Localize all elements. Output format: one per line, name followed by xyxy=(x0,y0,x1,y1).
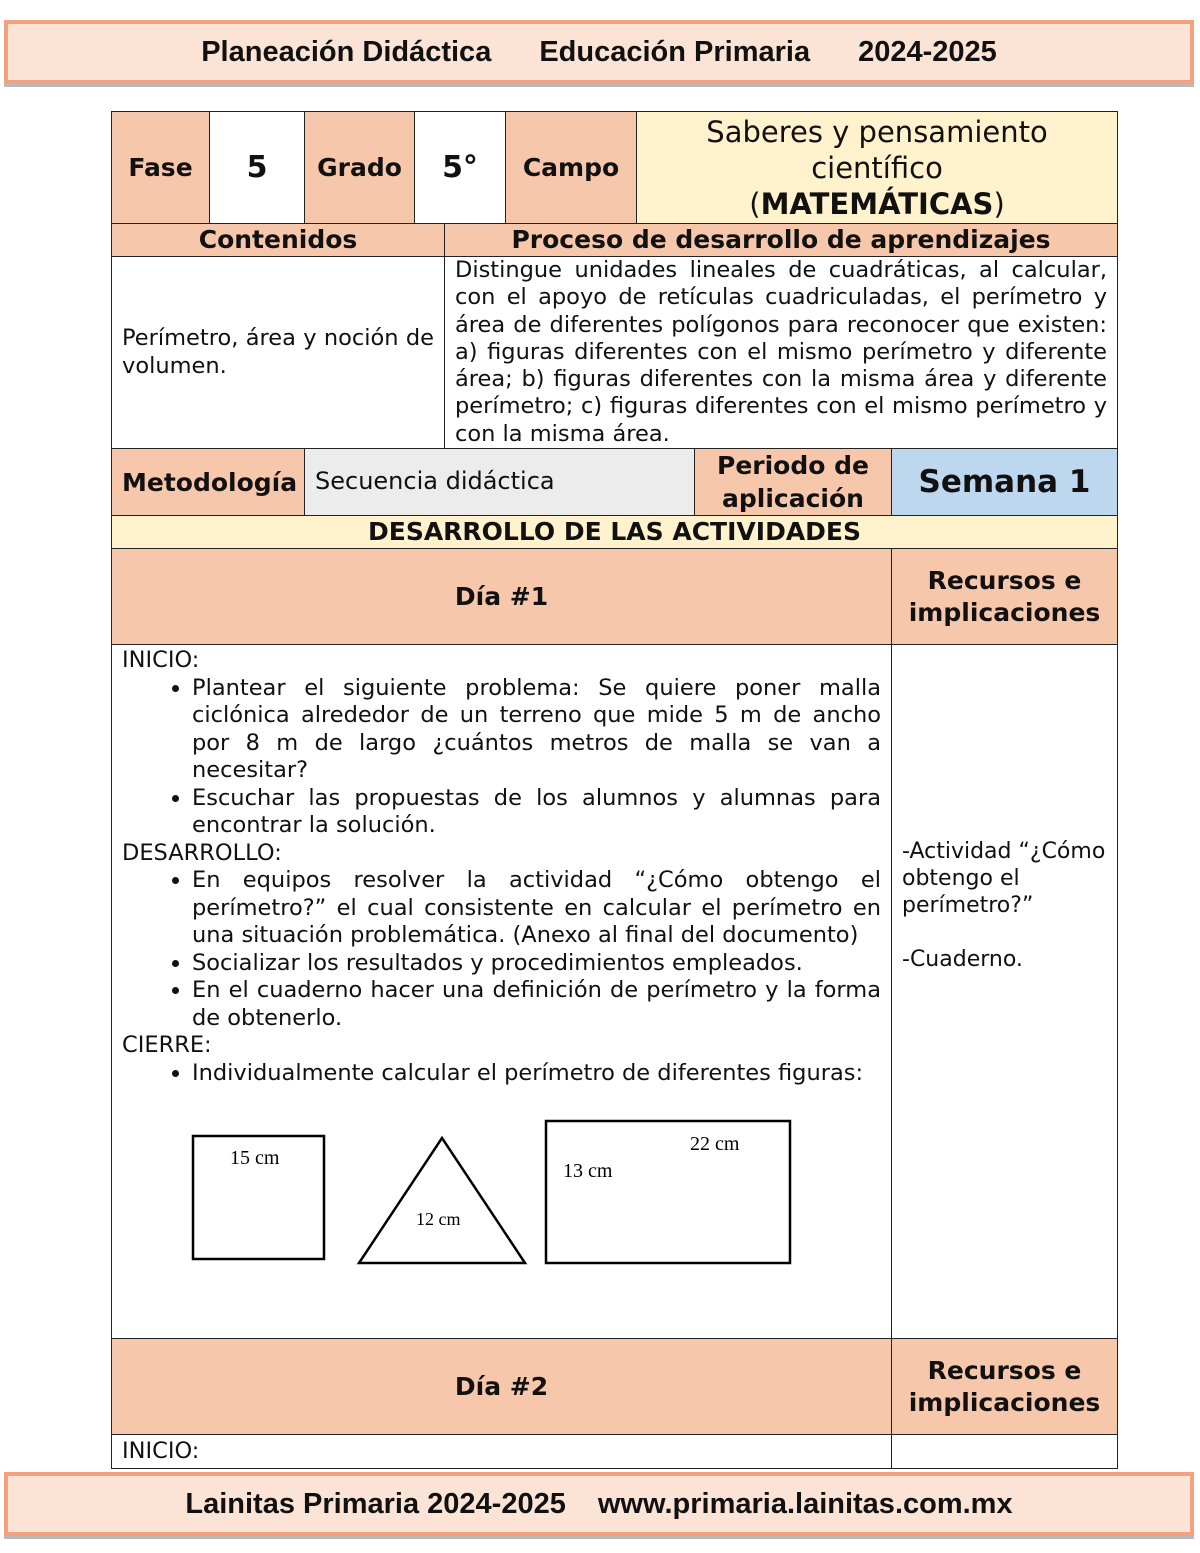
header-level: Educación Primaria xyxy=(539,35,811,68)
campo-label: Campo xyxy=(506,112,637,224)
cierre-label: CIERRE: xyxy=(122,1032,212,1059)
list-item: • Escuchar las propuestas de los alumnos y alumnas para encontrar la solución. xyxy=(192,785,881,840)
campo-value xyxy=(637,112,1118,224)
fase-label: Fase xyxy=(112,112,210,224)
day1-activities xyxy=(112,645,892,1339)
list-item: • En el cuaderno hacer una definición de perímetro y la forma de obtenerlo. xyxy=(192,977,881,1032)
contenido-text: Perímetro, área y noción de volumen. xyxy=(112,257,445,449)
page-header-banner xyxy=(4,20,1194,84)
resource-notebook: -Cuaderno. xyxy=(902,947,1023,973)
metodologia-label: Metodología xyxy=(112,449,305,516)
day2-inicio-label: INICIO: xyxy=(112,1435,892,1469)
fase-value: 5 xyxy=(210,112,305,224)
rectangle-figure xyxy=(546,1121,790,1263)
resource-activity: -Actividad “¿Cómo obtengo el perímetro?” xyxy=(902,839,1106,919)
square-label: 15 cm xyxy=(230,1147,280,1170)
day1-resources-label: Recursos e implicaciones xyxy=(892,549,1118,645)
footer-url: www.primaria.lainitas.com.mx xyxy=(597,1487,1013,1520)
proceso-label: Proceso de desarrollo de aprendizajes xyxy=(445,224,1118,257)
grado-label: Grado xyxy=(305,112,415,224)
page-footer-banner xyxy=(4,1472,1194,1536)
list-item: • En equipos resolver la actividad “¿Cómo obtengo el perímetro?” el cual consistente en calcular el perímetro en una situación problemática. (Anexo al final del documento) xyxy=(192,867,881,950)
figures-illustration xyxy=(122,1093,822,1268)
campo-open-paren: ( xyxy=(749,186,761,221)
contenidos-label: Contenidos xyxy=(112,224,445,257)
periodo-value: Semana 1 xyxy=(892,449,1118,516)
campo-subject: MATEMÁTICAS xyxy=(760,186,994,221)
rect-height-label: 13 cm xyxy=(563,1160,613,1183)
day1-title: Día #1 xyxy=(112,549,892,645)
desarrollo-label: DESARROLLO: xyxy=(122,839,282,866)
inicio-label: INICIO: xyxy=(122,647,200,674)
metodologia-value: Secuencia didáctica xyxy=(305,449,695,516)
grado-value: 5° xyxy=(415,112,506,224)
triangle-label: 12 cm xyxy=(416,1209,461,1230)
header-year: 2024-2025 xyxy=(858,35,997,68)
desarrollo-title: DESARROLLO DE LAS ACTIVIDADES xyxy=(112,516,1118,549)
list-item: • Socializar los resultados y procedimientos empleados. xyxy=(192,950,881,978)
list-item: • Plantear el siguiente problema: Se quiere poner malla ciclónica alrededor de un terreno que mide 5 m de ancho por 8 m de largo ¿cuántos metros de malla se van a necesitar? xyxy=(192,675,881,785)
cierre-list xyxy=(122,1060,881,1088)
desarrollo-list xyxy=(122,867,881,1032)
periodo-label: Periodo de aplicación xyxy=(695,449,892,516)
day2-title: Día #2 xyxy=(112,1339,892,1435)
day2-resources xyxy=(892,1435,1118,1469)
triangle-figure xyxy=(359,1138,525,1263)
list-item: • Individualmente calcular el perímetro de diferentes figuras: xyxy=(192,1060,881,1088)
campo-value-text: Saberes y pensamiento científico xyxy=(706,114,1048,185)
proceso-text: Distingue unidades lineales de cuadráticas, al calcular, con el apoyo de retículas cuadriculadas, el perímetro y área de diferentes polígonos para reconocer que existen: a) figuras diferentes con el mismo perímetro y diferente área; b) figuras diferentes con la misma área y diferente perímetro; c) figuras diferentes con el mismo perímetro y con la misma área. xyxy=(445,257,1118,449)
day1-resources xyxy=(892,645,1118,1339)
planning-table xyxy=(111,111,1118,1469)
inicio-list xyxy=(122,675,881,840)
footer-brand: Lainitas Primaria 2024-2025 xyxy=(185,1487,566,1520)
rect-width-label: 22 cm xyxy=(690,1133,740,1156)
day2-resources-label: Recursos e implicaciones xyxy=(892,1339,1118,1435)
campo-close-paren: ) xyxy=(993,186,1005,221)
header-title: Planeación Didáctica xyxy=(201,35,492,68)
